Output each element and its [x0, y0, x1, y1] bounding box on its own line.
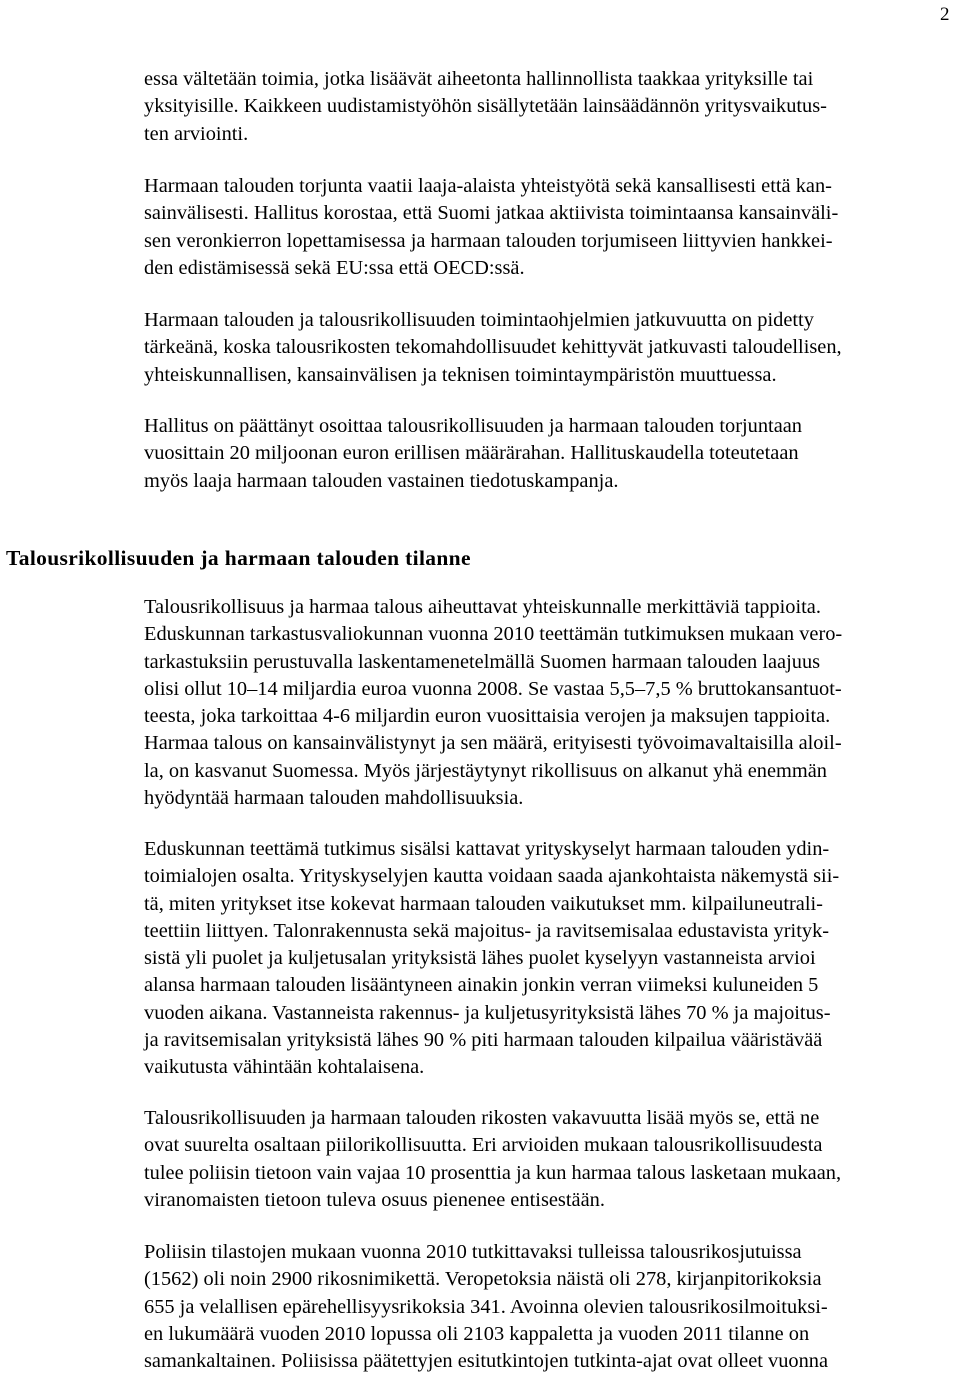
- text-line: toimialojen osalta. Yrityskyselyjen kautta voidaan saada ajankohtaista näkemystä sii-: [144, 865, 840, 888]
- text-line: ovat suurelta osaltaan piilorikollisuutta. Eri arvioiden mukaan talousrikollisuudesta: [144, 1134, 823, 1157]
- text-line: myös laaja harmaan talouden vastainen tiedotuskampanja.: [144, 469, 619, 492]
- page-number: 2: [940, 4, 950, 25]
- paragraph-7: [144, 1105, 944, 1214]
- paragraph-2: [144, 173, 944, 282]
- text-line: vaikutusta vähintään kohtalaisena.: [144, 1056, 425, 1079]
- text-line: yhteiskunnallisen, kansainvälisen ja teknisen toimintaympäristön muuttuessa.: [144, 363, 777, 386]
- text-line: tärkeänä, koska talousrikosten tekomahdollisuudet kehittyvät jatkuvasti taloudellisen,: [144, 336, 842, 359]
- text-line: yksityisille. Kaikkeen uudistamistyöhön sisällytetään lainsäädännön yritysvaikutus-: [144, 95, 827, 118]
- text-line: en lukumäärä vuoden 2010 lopussa oli 2103 kappaletta ja vuoden 2011 tilanne on: [144, 1322, 810, 1345]
- paragraph-5: [144, 594, 944, 812]
- text-line: viranomaisten tietoon tuleva osuus pienenee entisestään.: [144, 1188, 605, 1211]
- paragraph-4: [144, 413, 944, 495]
- text-line: sainvälisesti. Hallitus korostaa, että Suomi jatkaa aktiivista toimintaansa kansainväli-: [144, 202, 839, 225]
- text-line: hyödyntää harmaan talouden mahdollisuuksia.: [144, 787, 524, 810]
- text-line: teettiin liittyen. Talonrakennusta sekä majoitus- ja ravitsemisalaa edustavista yrityk-: [144, 919, 830, 942]
- text-line: vuosittain 20 miljoonan euron erillisen määrärahan. Hallituskaudella toteutetaan: [144, 442, 799, 465]
- text-line: Talousrikollisuus ja harmaa talous aiheuttavat yhteiskunnalle merkittäviä tappioita.: [144, 596, 821, 618]
- text-line: Harmaan talouden ja talousrikollisuuden toimintaohjelmien jatkuvuutta on pidetty: [144, 309, 814, 331]
- text-line: olisi ollut 10–14 miljardia euroa vuonna 2008. Se vastaa 5,5–7,5 % bruttokansantuot-: [144, 677, 842, 700]
- text-line: la, on kasvanut Suomessa. Myös järjestäytynyt rikollisuus on alkanut yhä enemmän: [144, 759, 827, 782]
- section-heading: Talousrikollisuuden ja harmaan talouden tilanne: [6, 546, 471, 570]
- text-line: essa vältetään toimia, jotka lisäävät aiheetonta hallinnollista taakkaa yrityksille tai: [144, 68, 814, 90]
- text-line: Eduskunnan teettämä tutkimus sisälsi kattavat yrityskyselyt harmaan talouden ydin-: [144, 838, 830, 860]
- text-line: Talousrikollisuuden ja harmaan talouden rikosten vakavuutta lisää myös se, että ne: [144, 1107, 820, 1129]
- paragraph-1: [144, 66, 944, 148]
- text-line: teesta, joka tarkoittaa 4-6 miljardin euron vuosittaisia verojen ja maksujen tappioita.: [144, 705, 831, 728]
- text-line: Harmaan talouden torjunta vaatii laaja-alaista yhteistyötä sekä kansallisesti että kan-: [144, 175, 832, 197]
- text-line: Poliisin tilastojen mukaan vuonna 2010 tutkittavaksi tulleissa talousrikosjutuissa: [144, 1241, 802, 1263]
- text-line: (1562) oli noin 2900 rikosnimikettä. Veropetoksia näistä oli 278, kirjanpitorikoksia: [144, 1268, 822, 1291]
- text-line: 655 ja velallisen epärehellisyysrikoksia 341. Avoinna olevien talousrikosilmoituksi-: [144, 1295, 828, 1318]
- text-line: ja ravitsemisalan yrityksistä lähes 90 % piti harmaan talouden kilpailua vääristävää: [144, 1029, 823, 1052]
- text-line: vuoden aikana. Vastanneista rakennus- ja kuljetusyrityksistä lähes 70 % ja majoitus-: [144, 1001, 831, 1024]
- text-line: tä, miten yritykset itse kokevat harmaan talouden vaikutukset mm. kilpailuneutrali-: [144, 892, 823, 915]
- text-line: tulee poliisin tietoon vain vajaa 10 prosenttia ja kun harmaa talous lasketaan mukaan,: [144, 1161, 842, 1184]
- paragraph-8: [144, 1239, 944, 1375]
- text-line: Hallitus on päättänyt osoittaa talousrikollisuuden ja harmaan talouden torjuntaan: [144, 415, 802, 437]
- paragraph-6: [144, 836, 944, 1082]
- text-line: alansa harmaan talouden lisääntyneen ainakin jonkin verran viimeksi kuluneiden 5: [144, 974, 819, 997]
- text-line: samankaltainen. Poliisissa päätettyjen esitutkintojen tutkinta-ajat ovat olleet vuonna: [144, 1350, 829, 1373]
- text-line: Eduskunnan tarkastusvaliokunnan vuonna 2010 teettämän tutkimuksen mukaan vero-: [144, 623, 843, 646]
- paragraph-3: [144, 307, 944, 389]
- text-line: ten arviointi.: [144, 122, 249, 145]
- text-line: tarkastuksiin perustuvalla laskentamenetelmällä Suomen harmaan talouden laajuus: [144, 650, 821, 673]
- text-line: sen veronkierron lopettamisessa ja harmaan talouden torjumiseen liittyvien hankkei-: [144, 229, 833, 252]
- text-line: sistä yli puolet ja kuljetusalan yrityksistä lähes puolet kyselyyn vastanneista arvioi: [144, 947, 816, 970]
- text-line: den edistämisessä sekä EU:ssa että OECD:ssä.: [144, 256, 525, 279]
- text-line: Harmaa talous on kansainvälistynyt ja sen määrä, erityisesti työvoimavaltaisilla aloil-: [144, 732, 842, 755]
